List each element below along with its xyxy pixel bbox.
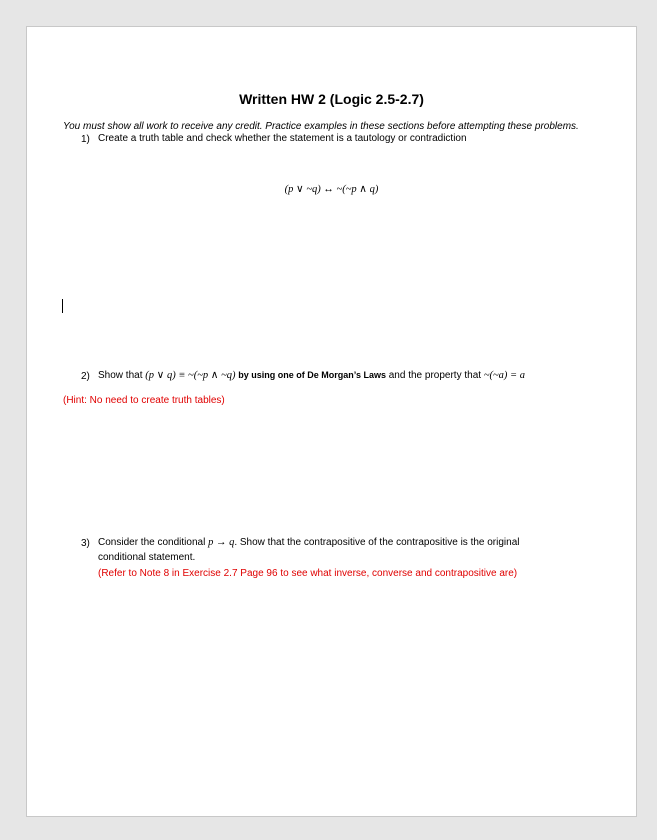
question-3-suffix: . Show that the contrapositive of the contrapositive is the original xyxy=(234,537,520,548)
question-2-math-equivalence: (p ∨ q) ≡ ~(~p ∧ ~q) xyxy=(145,370,236,381)
intro-instructions: You must show all work to receive any credit. Practice examples in these sections before attempting these problems. xyxy=(63,121,579,132)
question-3-note: (Refer to Note 8 in Exercise 2.7 Page 96 to see what inverse, converse and contrapositive are) xyxy=(98,568,518,579)
document-page xyxy=(26,26,637,817)
question-2-number: 2) xyxy=(81,371,90,382)
question-2-text xyxy=(98,368,618,383)
question-2-math-property: ~(~a) = a xyxy=(483,370,526,381)
text-cursor xyxy=(62,299,63,313)
page-title: Written HW 2 (Logic 2.5-2.7) xyxy=(239,91,424,107)
question-3-line2: conditional statement. xyxy=(98,552,196,563)
question-3-text xyxy=(98,535,618,550)
question-2-prefix: Show that xyxy=(98,370,146,381)
question-2-hint: (Hint: No need to create truth tables) xyxy=(63,395,225,406)
question-3-prefix: Consider the conditional xyxy=(98,537,209,548)
question-2-bold-phrase: by using one of De Morgan’s Laws xyxy=(238,370,386,380)
question-1-text: Create a truth table and check whether the statement is a tautology or contradiction xyxy=(98,133,467,144)
question-3-number: 3) xyxy=(81,538,90,549)
question-3-math: p → q xyxy=(208,537,235,548)
question-1-number: 1) xyxy=(81,134,90,145)
question-1-formula: (p ∨ ~q) ↔ ~(~p ∧ q) xyxy=(284,184,379,195)
question-2-middle: and the property that xyxy=(385,370,484,381)
